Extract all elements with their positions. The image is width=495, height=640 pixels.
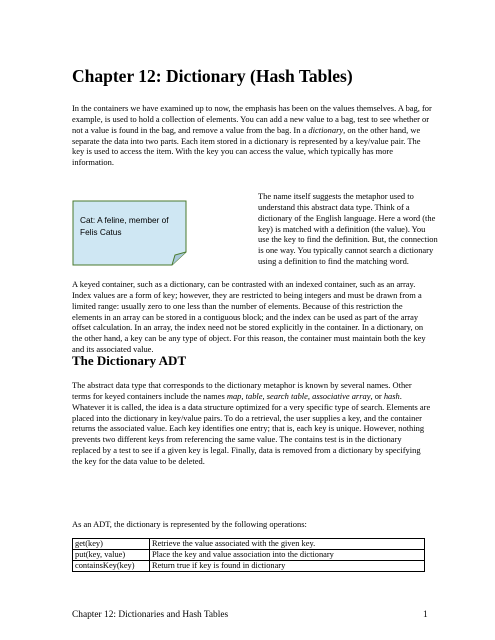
section-heading: The Dictionary ADT <box>72 353 187 368</box>
table-row <box>73 550 425 561</box>
operation-description: Place the key and value association into the dictionary <box>150 550 425 561</box>
metaphor-paragraph: The name itself suggests the metaphor used to understand this abstract data type. Think of a dictionary of the English language. Here a word (the key) is matched with a definition (the value). You use the key to find the definition. But, the connection is one way. You typically cannot search a dictionary using a definition to find the matching word. <box>258 191 438 267</box>
operation-name: put(key, value) <box>73 550 150 561</box>
keyed-container-paragraph: A keyed container, such as a dictionary, can be contrasted with an indexed container, such as an array. Index values are a form of key; however, they are restricted to being integers and must be drawn from a limited range: usually zero to one less than the number of elements. Because of this restriction the elements in an array can be stored in a contiguous block; and the index can be used as part of the array offset calculation. In an array, the index need not be stored explicitly in the container. In a dictionary, on the other hand, a key can be any type of object. For this reason, the container must maintain both the key and its associated value. <box>72 279 426 355</box>
table-row <box>73 561 425 572</box>
operations-intro: As an ADT, the dictionary is represented by the following operations: <box>72 519 307 529</box>
operations-table <box>72 538 425 572</box>
table-row <box>73 539 425 550</box>
note-text: Cat: A feline, member of Felis Catus <box>80 215 169 237</box>
operation-description: Return true if key is found in dictionary <box>150 561 425 572</box>
adt-paragraph: The abstract data type that corresponds to the dictionary metaphor is known by several names. Other terms for keyed containers include the names map, table, search table, associative array, or hash. Whatever it is called, the idea is a data structure optimized for a very specific type of search. Elements are placed into the dictionary in key/value pairs. To do a retrieval, the user supplies a key, and the container returns the associated value. Each key identifies one entry; that is, each key is unique. However, nothing prevents two different keys from referencing the same value. The contains test is in the dictionary replaced by a test to see if a given key is legal. Finally, data is removed from a dictionary by specifying the key for the data value to be deleted. <box>72 380 431 466</box>
footer-title: Chapter 12: Dictionaries and Hash Tables <box>72 610 229 620</box>
operation-name: containsKey(key) <box>73 561 150 572</box>
page-number: 1 <box>423 610 428 620</box>
operation-name: get(key) <box>73 539 150 550</box>
chapter-title: Chapter 12: Dictionary (Hash Tables) <box>72 66 353 86</box>
sticky-note-illustration <box>72 200 187 266</box>
intro-paragraph: In the containers we have examined up to now, the emphasis has been on the values themselves. A bag, for example, is used to hold a collection of elements. You can add a new value to a bag, test to see whether or not a value is found in the bag, and remove a value from the bag. In a dictionary, on the other hand, we separate the data into two parts. Each item stored in a dictionary is represented by a key/value pair. The key is used to access the item. With the key you can access the value, which typically has more information. <box>72 103 432 168</box>
operation-description: Retrieve the value associated with the given key. <box>150 539 425 550</box>
